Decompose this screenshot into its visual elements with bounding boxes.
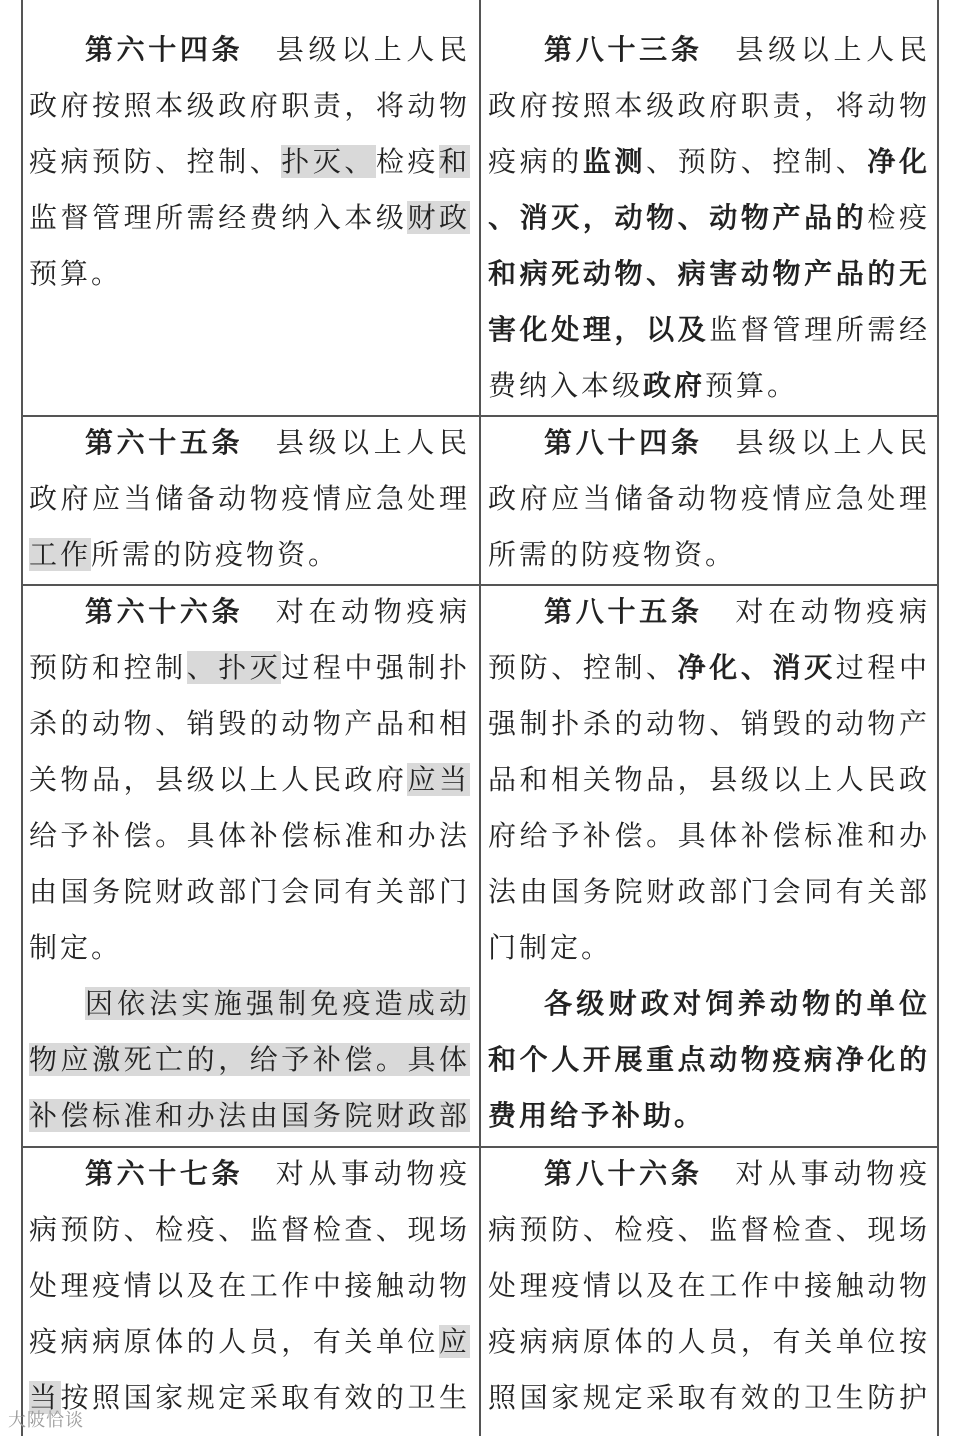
article-text: 对在动物疫病预防、控制、 <box>488 595 930 684</box>
article-paragraph <box>29 976 470 1144</box>
article-text: 对在动物疫病预防和控制 <box>29 595 470 684</box>
table-border-left <box>21 0 23 1436</box>
article-text: 县级以上人民政府按照本级政府职责，将动物疫病的 <box>488 33 930 178</box>
article-text: 过程中强制扑杀的动物、销毁的动物产品和相关物品，县级以上人民政府给予补偿。具体补偿标准和办法由国务院财政部门会同有关部门制定。 <box>488 651 930 964</box>
added-text-bold: 和病死动物、病害动物产品的无害化处理，以及 <box>488 257 930 346</box>
article-text: 对从事动物疫病预防、检疫、监督检查、现场处理疫情以及在工作中接触动物疫病病原体的人员，有关单位 <box>29 1157 470 1358</box>
article-paragraph <box>488 22 930 412</box>
comparison-table <box>21 0 938 1436</box>
article-text: 、预防、控制、 <box>646 145 868 178</box>
article-number: 第六十五条 <box>85 426 244 459</box>
added-text-bold: 各级财政对饲养动物的单位和个人开展重点动物疫病净化的费用给予补助。 <box>488 987 930 1132</box>
article-number: 第八十五条 <box>544 595 703 628</box>
row-4-old-article <box>29 1146 470 1436</box>
article-paragraph <box>488 584 930 976</box>
deleted-text-highlight: 因依法实施强制免疫造成动物应激死亡的，给予补偿。具体补偿标准和办法由国务院财政部 <box>29 987 470 1144</box>
article-paragraph <box>29 415 470 581</box>
article-text: 预算。 <box>705 369 799 402</box>
article-text: 县级以上人民政府应当储备动物疫情应急处理所需的防疫物资。 <box>488 426 930 571</box>
row-4-new-article <box>488 1146 930 1436</box>
article-number: 第八十三条 <box>544 33 703 66</box>
article-text: 检疫 <box>375 145 439 178</box>
added-text-bold: 净化、消灭，动物、动物产品的 <box>488 145 930 234</box>
article-text: 检疫 <box>867 201 930 234</box>
deleted-text-highlight: 和 <box>438 145 470 178</box>
row-1-new-article <box>488 22 930 412</box>
deleted-text-highlight: 财政 <box>407 201 470 234</box>
article-text: 预算。 <box>29 257 123 290</box>
article-number: 第六十七条 <box>85 1157 244 1190</box>
deleted-text-highlight: 应当 <box>407 763 470 796</box>
article-number: 第六十四条 <box>85 33 244 66</box>
row-3-new-article <box>488 584 930 1144</box>
article-paragraph <box>488 976 930 1144</box>
deleted-text-highlight: 工作 <box>29 538 92 571</box>
article-text: 所需的防疫物资。 <box>91 538 340 571</box>
added-text-bold: 净化、消灭 <box>677 651 836 684</box>
deleted-text-highlight: 应当 <box>29 1325 470 1414</box>
row-1-old-article <box>29 22 470 412</box>
article-paragraph <box>29 22 470 302</box>
article-text: 县级以上人民政府应当储备动物疫情应急处理 <box>29 426 470 515</box>
article-number: 第八十六条 <box>544 1157 703 1190</box>
article-paragraph <box>29 584 470 976</box>
article-paragraph <box>488 1146 930 1436</box>
article-text: 按照国家规定采取有效的卫生 <box>60 1381 470 1414</box>
added-text-bold: 监测 <box>582 145 647 178</box>
added-text-bold: 政府 <box>643 369 706 402</box>
table-border-right <box>937 0 939 1436</box>
watermark: 大陂恰谈 <box>8 1410 84 1431</box>
article-text: 过程中强制扑杀的动物、销毁的动物产品和相关物品，县级以上人民政府 <box>29 651 470 796</box>
article-number: 第八十四条 <box>544 426 703 459</box>
article-text: 对从事动物疫病预防、检疫、监督检查、现场处理疫情以及在工作中接触动物疫病病原体的人员，有关单位按照国家规定采取有效的卫生防护 <box>488 1157 930 1414</box>
row-3-old-article <box>29 584 470 1144</box>
article-paragraph <box>488 415 930 581</box>
article-text: 县级以上人民政府按照本级政府职责，将动物疫病预防、控制、 <box>29 33 470 178</box>
deleted-text-highlight: 扑灭、 <box>281 145 376 178</box>
article-text: 监督管理所需经费纳入本级 <box>29 201 408 234</box>
article-text: 给予补偿。具体补偿标准和办法由国务院财政部门会同有关部门制定。 <box>29 819 470 964</box>
article-paragraph <box>29 1146 470 1436</box>
row-2-new-article <box>488 415 930 581</box>
row-2-old-article <box>29 415 470 581</box>
table-column-divider <box>479 0 481 1436</box>
article-text: 监督管理所需经费纳入本级 <box>488 313 930 402</box>
deleted-text-highlight: 、扑灭 <box>186 651 282 684</box>
article-number: 第六十六条 <box>85 595 244 628</box>
